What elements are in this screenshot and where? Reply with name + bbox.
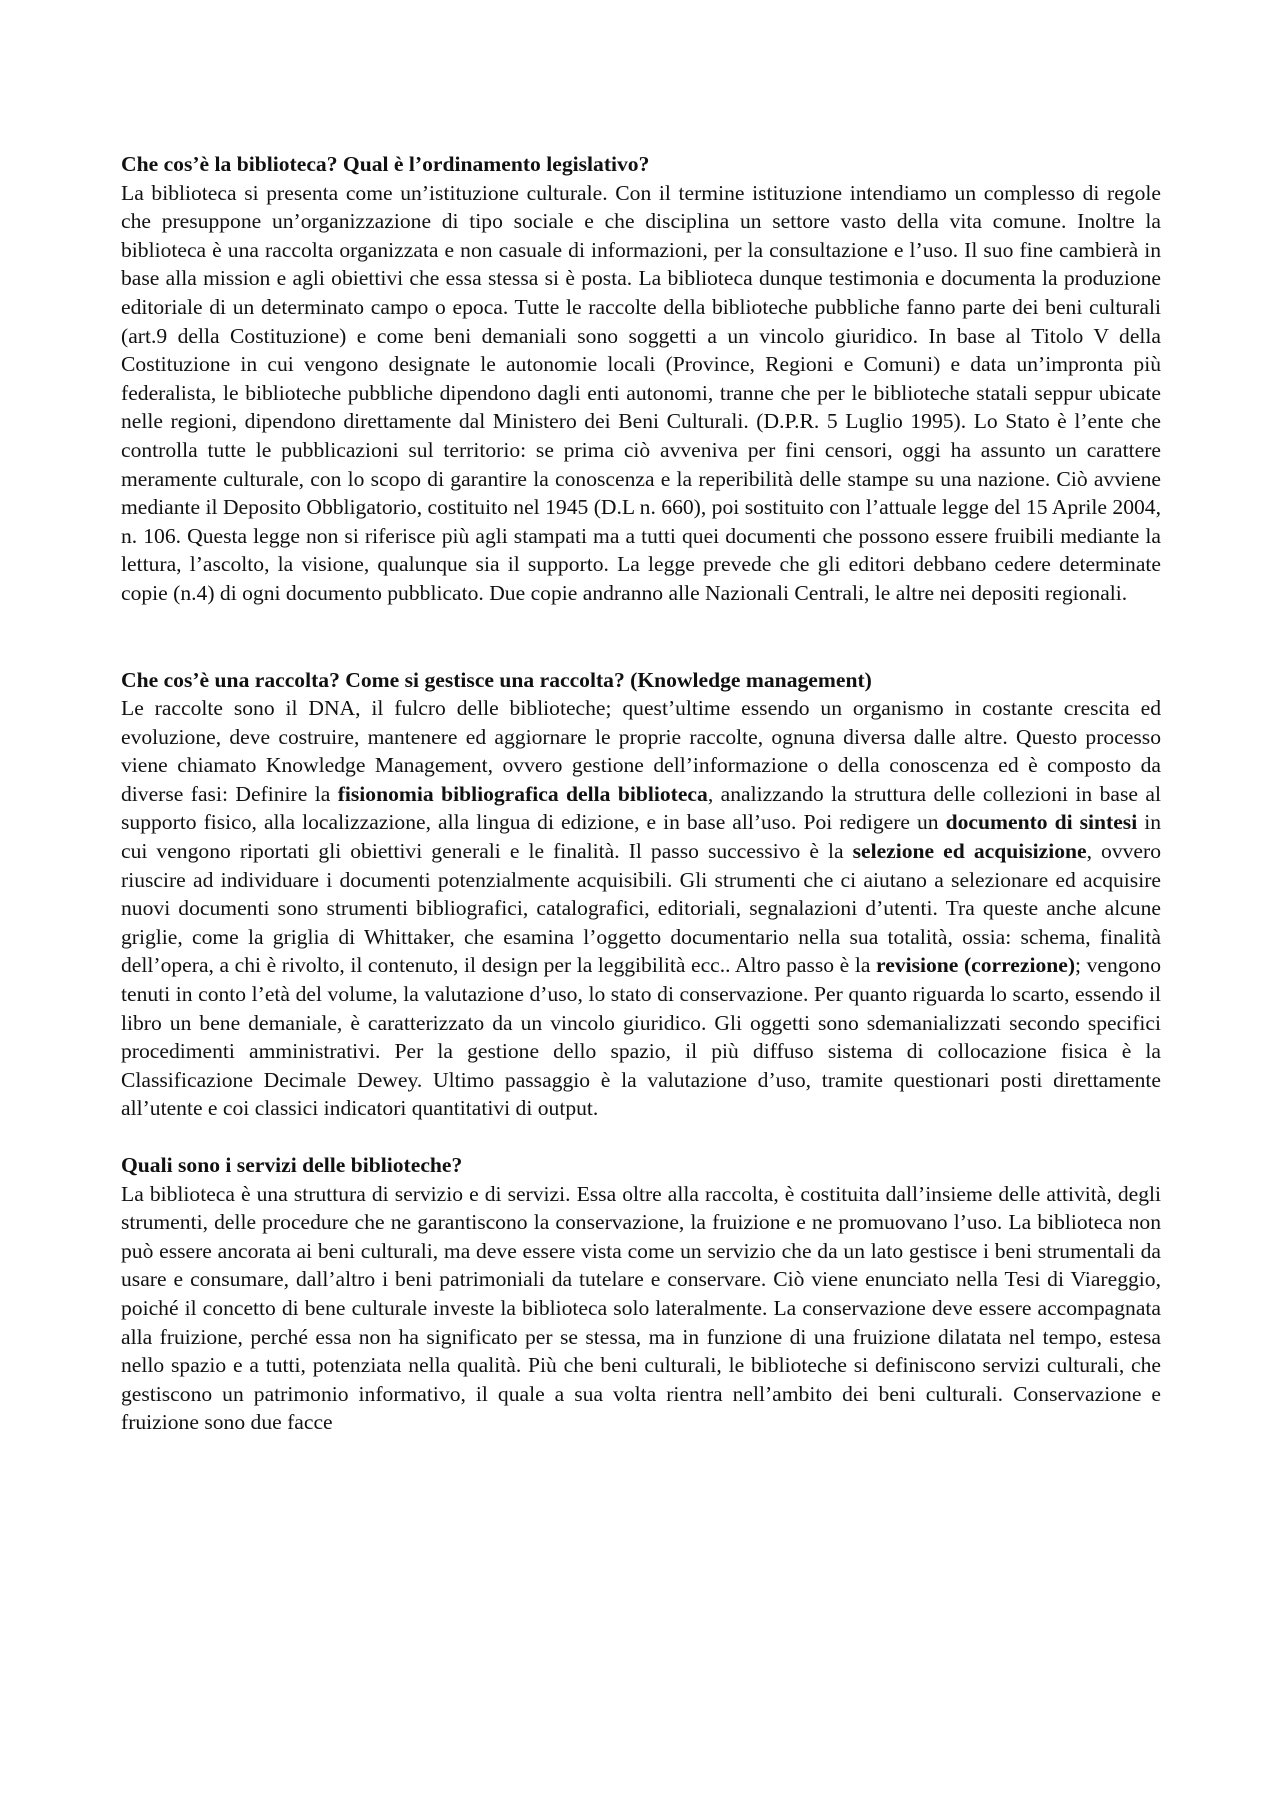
- paragraph-text: Le raccolte sono il DNA, il fulcro delle biblioteche; quest’ultime essendo un organismo in costante crescita ed evoluzione, deve costruire, mantenere ed aggiornare le proprie raccolte, ognuna diversa dalle altre. Questo processo viene chiamato Knowledge Management, ovvero gestione dell’informazione o della conoscenza ed è composto da diverse fasi: Definire la: [121, 696, 1161, 806]
- paragraph-text: in cui vengono riportati gli obiettivi generali e le finalità. Il passo successivo è la: [121, 810, 1162, 864]
- bold-term-selezione: selezione ed acquisizione: [852, 839, 1087, 864]
- paragraph-text: ; vengono tenuti in conto l’età del volume, la valutazione d’uso, lo stato di conservazione. Per quanto riguarda lo scarto, essendo il libro un bene demaniale, è caratterizzato da un vincolo giuridico. Gli oggetti sono sdemanializzati secondo specifici procedimenti amministrativi. Per la gestione dello spazio, il più diffuso sistema di collocazione fisica è la Classificazione Decimale Dewey. Ultimo passaggio è la valutazione d’uso, tramite questionari posti direttamente all’utente e coi classici indicatori quantitativi di output.: [121, 953, 1161, 1121]
- section-title-servizi: Quali sono i servizi delle biblioteche?: [121, 1153, 463, 1177]
- paragraph-text: La biblioteca è una struttura di servizio e di servizi. Essa oltre alla raccolta, è costituita dall’insieme delle attività, degli strumenti, delle procedure che ne garantiscono la conservazione, la fruizione e ne promuovano l’uso. La biblioteca non può essere ancorata ai beni culturali, ma deve essere vista come un servizio che da un lato gestisce i beni strumentali da usare e consumare, dall’altro i beni patrimoniali da tutelare e conservare. Ciò viene enunciato nella Tesi di Viareggio, poiché il concetto di bene culturale investe la biblioteca solo lateralmente. La conservazione deve essere accompagnata alla fruizione, perché essa non ha significato per se stessa, ma in funzione di una fruizione dilatata nel tempo, estesa nello spazio e a tutti, potenziata nella qualità. Più che beni culturali, le biblioteche si definiscono servizi culturali, che gestiscono un patrimonio informativo, il quale a sua volta rientra nell’ambito dei beni culturali. Conservazione e fruizione sono due facce: [121, 1181, 1161, 1435]
- section-spacer: [121, 1123, 1161, 1151]
- bold-term-documento-sintesi: documento di sintesi: [945, 810, 1138, 835]
- bold-term-revisione: revisione (correzione): [876, 953, 1076, 978]
- paragraph-text: , analizzando la struttura delle collezioni in base al supporto fisico, alla localizzazione, alla lingua di edizione, e in base all’uso. Poi redigere un: [121, 781, 1161, 835]
- section-spacer: [121, 608, 1161, 666]
- paragraph-text: , ovvero riuscire ad individuare i documenti potenzialmente acquisibili. Gli strumenti che ci aiutano a selezionare ed acquisire nuovi documenti sono strumenti bibliografici, catalografici, editoriali, segnalazioni d’utenti. Tra queste anche alcune griglie, come la griglia di Whittaker, che esamina l’oggetto documentario nella sua totalità, ossia: schema, finalità dell’opera, a chi è rivolto, il contenuto, il design per la leggibilità ecc.. Altro passo è la: [121, 839, 1161, 978]
- bold-term-fisionomia: fisionomia bibliografica della biblioteca: [337, 781, 708, 806]
- section-title-raccolta: Che cos’è una raccolta? Come si gestisce una raccolta? (Knowledge management): [121, 667, 872, 692]
- paragraph-servizi: [121, 1180, 1161, 1437]
- paragraph-biblioteca: [121, 179, 1161, 608]
- paragraph-text: La biblioteca si presenta come un’istituzione culturale. Con il termine istituzione intendiamo un complesso di regole che presuppone un’organizzazione di tipo sociale e che disciplina un settore vasto della vita comune. Inoltre la biblioteca è una raccolta organizzata e non casuale di informazioni, per la consultazione e l’uso. Il suo fine cambierà in base alla mission e agli obiettivi che essa stessa si è posta. La biblioteca dunque testimonia e documenta la produzione editoriale di un determinato campo o epoca. Tutte le raccolte della biblioteche pubbliche fanno parte dei beni culturali (art.9 della Costituzione) e come beni demaniali sono soggetti a un vincolo giuridico. In base al Titolo V della Costituzione in cui vengono designate le autonomie locali (Province, Regioni e Comuni) e data un’impronta più federalista, le biblioteche pubbliche dipendono dagli enti autonomi, tranne che per le biblioteche statali seppur ubicate nelle regioni, dipendono direttamente dal Ministero dei Beni Culturali. (D.P.R. 5 Luglio 1995). Lo Stato è l’ente che controlla tutte le pubblicazioni sul territorio: se prima ciò avveniva per fini censori, oggi ha assunto un carattere meramente culturale, con lo scopo di garantire la conoscenza e la reperibilità delle stampe su una nazione. Ciò avviene mediante il Deposito Obbligatorio, costituito nel 1945 (D.L n. 660), poi sostituito con l’attuale legge del 15 Aprile 2004, n. 106. Questa legge non si riferisce più agli stampati ma a tutti quei documenti che possono essere fruibili mediante la lettura, l’ascolto, la visione, qualunque sia il supporto. La legge prevede che gli editori debbano cedere determinate copie (n.4) di ogni documento pubblicato. Due copie andranno alle Nazionali Centrali, le altre nei depositi regionali.: [121, 180, 1161, 605]
- document-page: [121, 150, 1161, 1437]
- paragraph-raccolta: [121, 694, 1161, 1123]
- section-title-biblioteca: Che cos’è la biblioteca? Qual è l’ordinamento legislativo?: [121, 152, 650, 176]
